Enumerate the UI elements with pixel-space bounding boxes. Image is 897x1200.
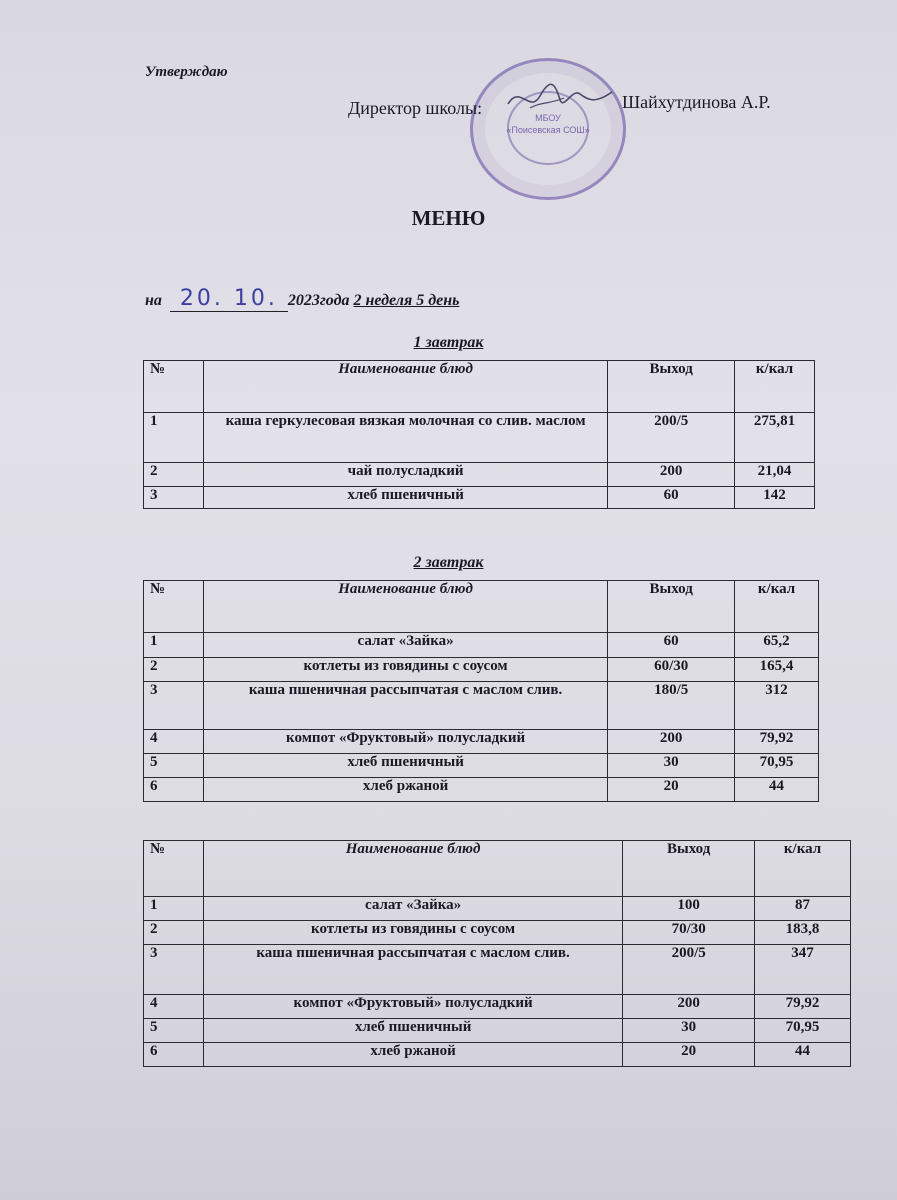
cell-number: 2 <box>144 658 204 682</box>
cell-output: 180/5 <box>608 682 735 730</box>
table-row <box>144 633 819 658</box>
cell-kcal: 44 <box>755 1043 851 1067</box>
col-number-header: № <box>144 581 204 633</box>
cell-dish: хлеб ржаной <box>203 1043 622 1067</box>
cell-kcal: 21,04 <box>735 463 815 487</box>
date-line <box>145 286 459 312</box>
col-output-header: Выход <box>623 841 755 897</box>
cell-kcal: 312 <box>735 682 819 730</box>
cell-output: 200/5 <box>623 945 755 995</box>
cell-kcal: 65,2 <box>735 633 819 658</box>
section-title-1: 1 завтрак <box>413 334 484 351</box>
handwritten-date: 20. 10. <box>170 286 288 312</box>
menu-table-3 <box>143 840 851 1067</box>
col-number-header: № <box>144 841 204 897</box>
table-row <box>144 1043 851 1067</box>
cell-number: 1 <box>144 633 204 658</box>
table-row <box>144 730 819 754</box>
section-title-2: 2 завтрак <box>413 554 484 571</box>
table-row <box>144 487 815 509</box>
cell-output: 100 <box>623 897 755 921</box>
cell-number: 5 <box>144 1019 204 1043</box>
cell-dish: хлеб пшеничный <box>203 487 607 509</box>
cell-output: 60 <box>608 633 735 658</box>
col-number-header: № <box>144 361 204 413</box>
cell-output: 200 <box>623 995 755 1019</box>
cell-dish: салат «Зайка» <box>203 897 622 921</box>
cell-number: 3 <box>144 945 204 995</box>
table-header-row <box>144 841 851 897</box>
cell-number: 3 <box>144 682 204 730</box>
col-kcal-header: к/кал <box>735 361 815 413</box>
table-row <box>144 945 851 995</box>
col-name-header: Наименование блюд <box>203 841 622 897</box>
col-output-header: Выход <box>608 361 735 413</box>
stamp-line-2: «Поисевская СОШ» <box>506 125 590 135</box>
table-header-row <box>144 581 819 633</box>
cell-dish: чай полусладкий <box>203 463 607 487</box>
cell-kcal: 87 <box>755 897 851 921</box>
cell-dish: каша пшеничная рассыпчатая с маслом слив. <box>203 945 622 995</box>
table-row <box>144 413 815 463</box>
cell-dish: хлеб пшеничный <box>203 754 607 778</box>
director-name: Шайхутдинова А.Р. <box>622 92 771 112</box>
col-output-header: Выход <box>608 581 735 633</box>
table-row <box>144 995 851 1019</box>
cell-output: 200 <box>608 463 735 487</box>
cell-kcal: 79,92 <box>755 995 851 1019</box>
cell-kcal: 165,4 <box>735 658 819 682</box>
cell-number: 4 <box>144 730 204 754</box>
cell-output: 200 <box>608 730 735 754</box>
cell-kcal: 142 <box>735 487 815 509</box>
cell-dish: котлеты из говядины с соусом <box>203 658 607 682</box>
page-title: МЕНЮ <box>411 206 486 230</box>
signature <box>500 74 620 124</box>
cell-dish: каша геркулесовая вязкая молочная со слив. маслом <box>203 413 607 463</box>
cell-dish: компот «Фруктовый» полусладкий <box>203 995 622 1019</box>
table-row <box>144 682 819 730</box>
cell-kcal: 70,95 <box>735 754 819 778</box>
cell-number: 1 <box>144 413 204 463</box>
cell-kcal: 275,81 <box>735 413 815 463</box>
cell-number: 6 <box>144 778 204 802</box>
cell-number: 4 <box>144 995 204 1019</box>
cell-kcal: 79,92 <box>735 730 819 754</box>
date-year: 2023года <box>287 292 350 309</box>
cell-dish: хлеб пшеничный <box>203 1019 622 1043</box>
cell-kcal: 347 <box>755 945 851 995</box>
cell-dish: салат «Зайка» <box>203 633 607 658</box>
table-row <box>144 463 815 487</box>
cell-number: 2 <box>144 921 204 945</box>
date-prefix: на <box>145 292 162 309</box>
cell-output: 200/5 <box>608 413 735 463</box>
cell-output: 60 <box>608 487 735 509</box>
cell-number: 6 <box>144 1043 204 1067</box>
week-day: 2 неделя 5 день <box>353 292 460 309</box>
cell-dish: компот «Фруктовый» полусладкий <box>203 730 607 754</box>
col-kcal-header: к/кал <box>735 581 819 633</box>
menu-table-2 <box>143 580 819 802</box>
col-name-header: Наименование блюд <box>203 581 607 633</box>
cell-kcal: 70,95 <box>755 1019 851 1043</box>
table-row <box>144 754 819 778</box>
cell-output: 70/30 <box>623 921 755 945</box>
cell-output: 20 <box>623 1043 755 1067</box>
table-row <box>144 778 819 802</box>
cell-number: 2 <box>144 463 204 487</box>
cell-number: 3 <box>144 487 204 509</box>
table-header-row <box>144 361 815 413</box>
cell-kcal: 44 <box>735 778 819 802</box>
cell-dish: котлеты из говядины с соусом <box>203 921 622 945</box>
table-row <box>144 897 851 921</box>
cell-kcal: 183,8 <box>755 921 851 945</box>
cell-number: 5 <box>144 754 204 778</box>
cell-dish: хлеб ржаной <box>203 778 607 802</box>
cell-output: 30 <box>608 754 735 778</box>
approve-label: Утверждаю <box>145 64 228 80</box>
cell-number: 1 <box>144 897 204 921</box>
cell-output: 30 <box>623 1019 755 1043</box>
cell-output: 20 <box>608 778 735 802</box>
director-label: Директор школы: <box>348 98 483 118</box>
cell-dish: каша пшеничная рассыпчатая с маслом слив. <box>203 682 607 730</box>
table-row <box>144 921 851 945</box>
stamp-line-1: МБОУ <box>535 113 561 123</box>
col-name-header: Наименование блюд <box>203 361 607 413</box>
cell-output: 60/30 <box>608 658 735 682</box>
menu-table-1 <box>143 360 815 509</box>
col-kcal-header: к/кал <box>755 841 851 897</box>
table-row <box>144 1019 851 1043</box>
table-row <box>144 658 819 682</box>
